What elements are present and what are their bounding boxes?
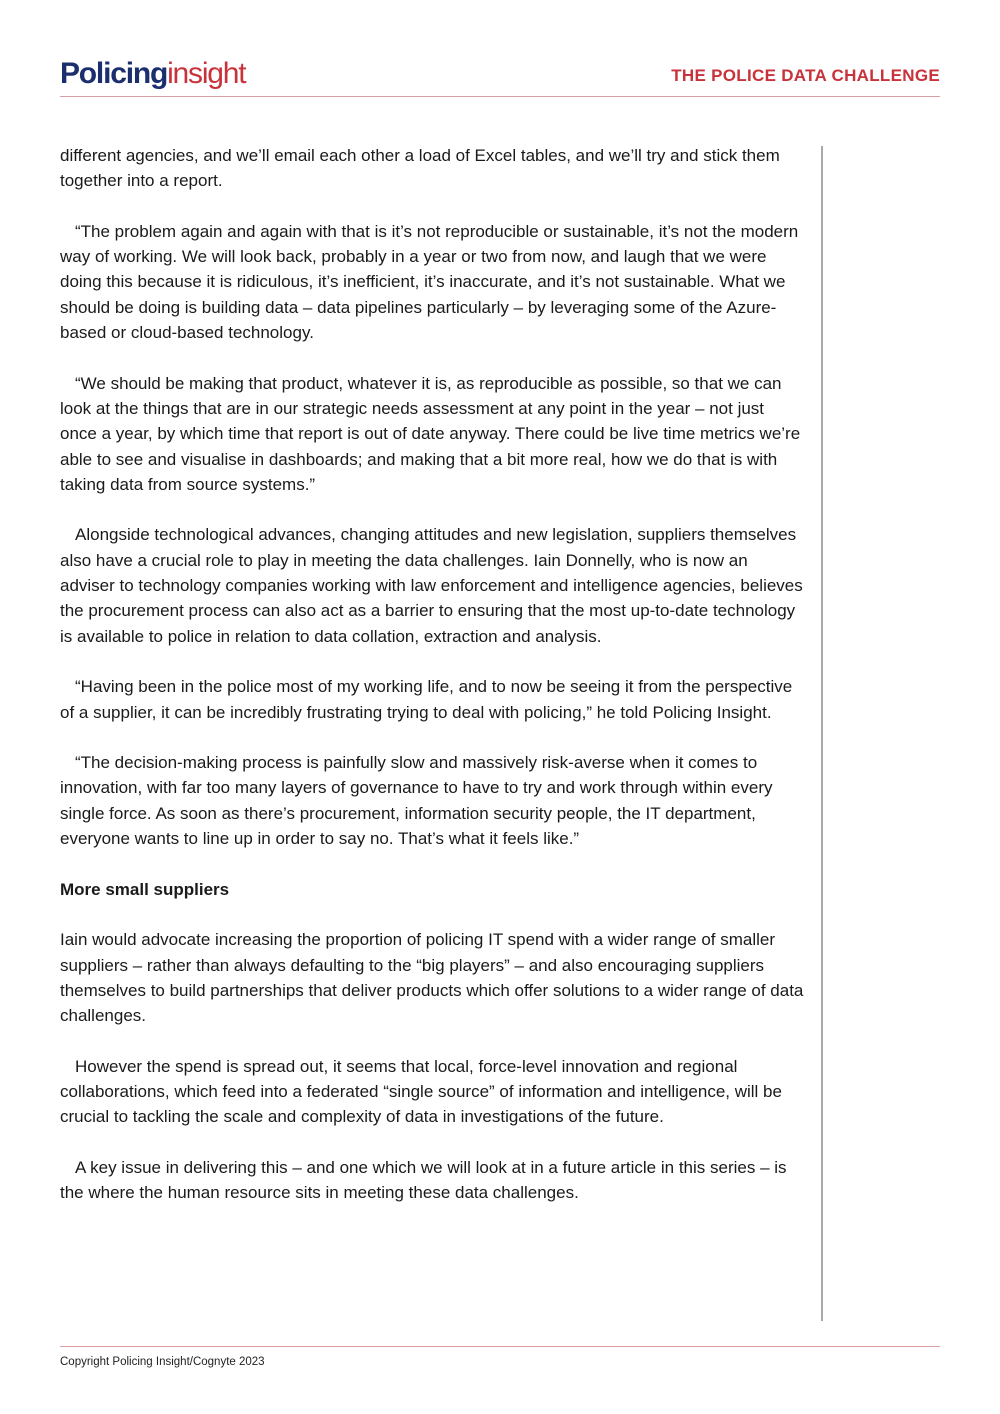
footer-divider [60, 1346, 940, 1347]
paragraph-4: Alongside technological advances, changing attitudes and new legislation, suppliers themselves also have a crucial role to play in meeting the data challenges. Iain Donnelly, who is now an adviser to technology companies working with law enforcement and intelligence agencies, believes the procurement process can also act as a barrier to ensuring that the most up-to-date technology is available to police in relation to data collation, extraction and analysis. [60, 525, 803, 646]
page-header [60, 56, 940, 96]
policing-insight-logo [60, 56, 245, 92]
paragraph-6: “The decision-making process is painfully slow and massively risk-averse when it comes to innovation, with far too many layers of governance to have to try and work through within every single force. As soon as there’s procurement, information security people, the IT department, everyone wants to line up in order to say no. That’s what it feels like.” [60, 753, 773, 849]
article-body [60, 143, 805, 1231]
subheading-more-small-suppliers: More small suppliers [60, 879, 230, 899]
paragraph-7: Iain would advocate increasing the proportion of policing IT spend with a wider range of smaller suppliers – rather than always defaulting to the “big players” – and also encouraging suppliers themselves to build partnerships that deliver products which offer solutions to a wider range of data challenges. [60, 930, 804, 1026]
header-divider [60, 96, 940, 97]
paragraph-3: “We should be making that product, whatever it is, as reproducible as possible, so that we can look at the things that are in our strategic needs assessment at any point in the year – not just once a year, by which time that report is out of date anyway. There could be live time metrics we’re able to see and visualise in dashboards; and making that a bit more real, how we do that is with taking data from source systems.” [60, 373, 801, 494]
paragraph-5: “Having been in the police most of my working life, and to now be seeing it from the perspective of a supplier, it can be incredibly frustrating trying to deal with policing,” he told Policing Insight. [60, 677, 793, 722]
sidebar-divider [821, 146, 823, 1321]
logo-text-policing: Policing [60, 57, 168, 90]
paragraph-9: A key issue in delivering this – and one which we will look at in a future article in this series – is the where the human resource sits in meeting these data challenges. [60, 1157, 787, 1203]
paragraph-1: different agencies, and we’ll email each other a load of Excel tables, and we’ll try and stick them together into a report. [60, 146, 780, 191]
paragraph-2: “The problem again and again with that is it’s not reproducible or sustainable, it’s not the modern way of working. We will look back, probably in a year or two from now, and laugh that we were doing this because it is ridiculous, it’s inefficient, it’s inaccurate, and it’s not sustainable. What we should be doing is building data – data pipelines particularly – by leveraging some of the Azure-based or cloud-based technology. [60, 221, 799, 343]
footer-copyright: Copyright Policing Insight/Cognyte 2023 [60, 1356, 265, 1368]
paragraph-8: However the spend is spread out, it seems that local, force-level innovation and regional collaborations, which feed into a federated “single source” of information and intelligence, will be crucial to tackling the scale and complexity of data in investigations of the future. [60, 1056, 782, 1127]
section-title: THE POLICE DATA CHALLENGE [671, 66, 940, 85]
logo-text-insight: insight [167, 57, 246, 90]
